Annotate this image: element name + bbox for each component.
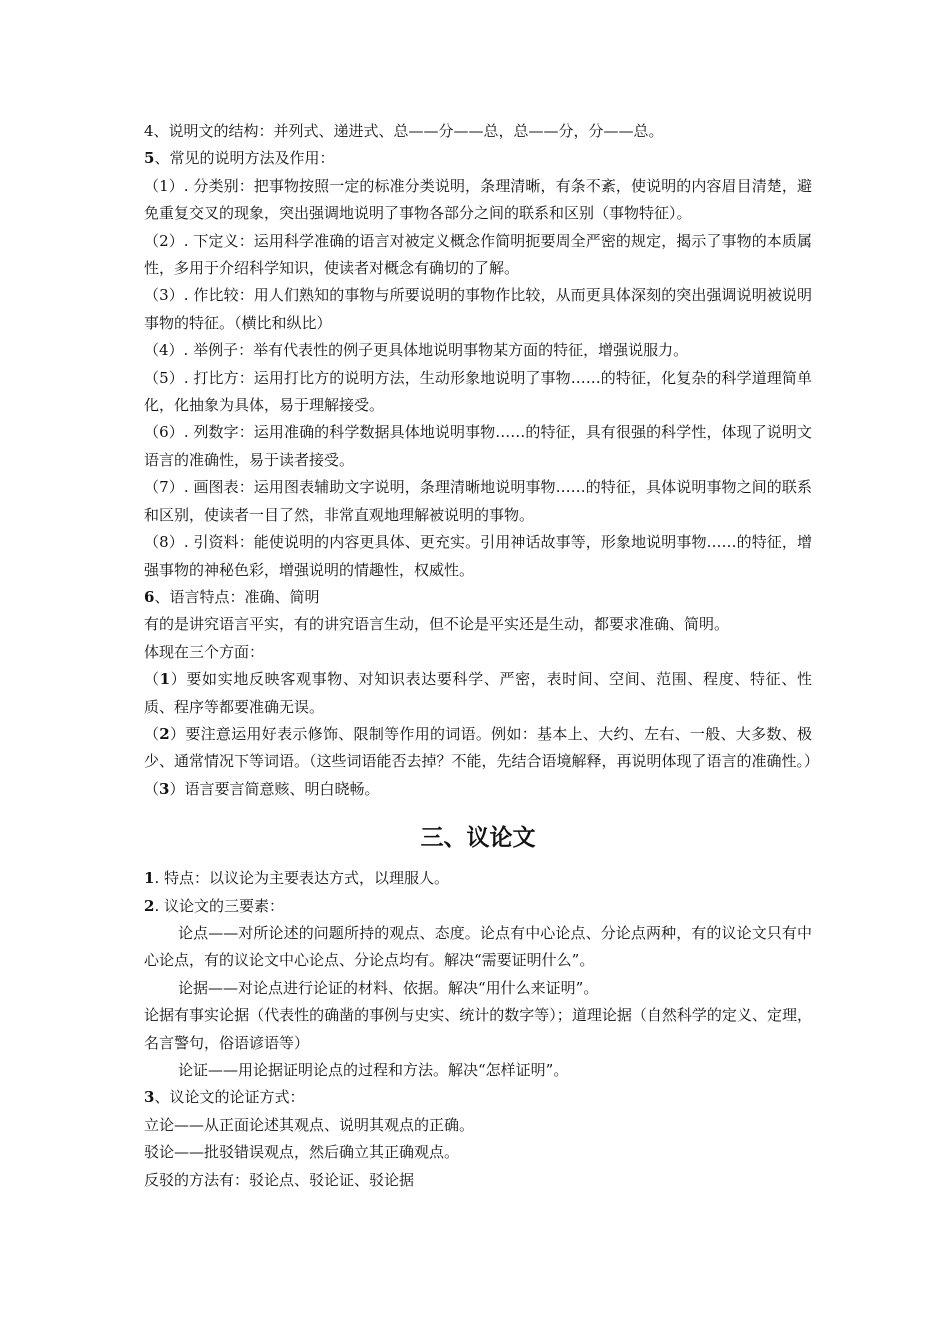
- methods-heading: [144, 145, 812, 172]
- thesis-paragraph: 论点——对所论述的问题所持的观点、态度。论点有中心论点、分论点两种，有的议论文只有中心论点，有的议论文中心论点、分论点均有。解决“需要证明什么”。: [144, 923, 812, 970]
- item-text: . 特点：以议论为主要表达方式，以理服人。: [154, 869, 449, 888]
- item-number: 6: [144, 587, 155, 606]
- language-paragraph: 有的是讲究语言平实，有的讲究语言生动，但不论是平实还是生动，都要求准确、简明。: [144, 615, 730, 634]
- item-text: ）要注意运用好表示修饰、限制等作用的词语。例如：基本上、大约、左右、一般、大多数、极少、通常情况下等词语。（这些词语能否去掉？不能，先结合语境解释，再说明体现了语言的准确性。）: [144, 724, 820, 771]
- aspect-3: [144, 776, 812, 803]
- item-text: 、语言特点：准确、简明: [154, 587, 320, 606]
- language-heading: [144, 584, 812, 611]
- item-text: 、议论文的论证方式：: [154, 1088, 305, 1107]
- item-number: 3: [159, 779, 170, 798]
- item-number: 2: [159, 724, 170, 743]
- item-text: 、常见的说明方法及作用：: [154, 149, 335, 168]
- three-aspects-label: 体现在三个方面：: [144, 642, 265, 661]
- document-page: [144, 118, 820, 1194]
- paren: （: [144, 724, 160, 743]
- item-text: . 议论文的三要素：: [154, 896, 284, 915]
- evidence-paragraph: 论据——对论点进行论证的材料、依据。解决“用什么来证明”。: [178, 978, 599, 997]
- item-number: 3: [144, 1088, 155, 1107]
- argument-methods-heading: [144, 1084, 812, 1111]
- method-example: （4）. 举例子：举有代表性的例子更具体地说明事物某方面的特征，增强说服力。: [144, 341, 689, 360]
- aspect-2: [144, 721, 820, 776]
- refutation-methods: 反驳的方法有：驳论点、驳论证、驳论据: [144, 1170, 415, 1189]
- structure-paragraph: 4、说明文的结构：并列式、递进式、总——分——总，总——分，分——总。: [144, 122, 664, 140]
- three-elements-heading: [144, 893, 812, 920]
- argument-feature: [144, 865, 812, 892]
- item-number: 1: [159, 670, 171, 689]
- method-define: （2）. 下定义：运用科学准确的语言对被定义概念作简明扼要周全严密的规定，揭示了事物的本质属性，多用于介绍科学知识，使读者对概念有确切的了解。: [144, 231, 812, 278]
- method-classify: （1）. 分类别：把事物按照一定的标准分类说明，条理清晰，有条不紊，使说明的内容眉目清楚，避免重复交叉的现象，突出强调地说明了事物各部分之间的联系和区别（事物特征）。: [144, 176, 812, 223]
- method-compare: （3）. 作比较：用人们熟知的事物与所要说明的事物作比较，从而更具体深刻的突出强调说明被说明事物的特征。（横比和纵比）: [144, 286, 812, 332]
- aspect-1: [144, 666, 812, 721]
- method-charts: （7）. 画图表：运用图表辅助文字说明，条理清晰地说明事物……的特征，具体说明事物之间的联系和区别，使读者一目了然，非常直观地理解被说明的事物。: [144, 478, 812, 524]
- item-number: 5: [144, 149, 155, 168]
- paren: （: [144, 779, 160, 798]
- method-numbers: （6）. 列数字：运用准确的科学数据具体地说明事物……的特征，具有很强的科学性，体现了说明文语言的准确性，易于读者接受。: [144, 423, 812, 469]
- reasoning-paragraph: 论证——用论据证明论点的过程和方法。解决“怎样证明”。: [178, 1061, 569, 1079]
- paren: （: [144, 670, 160, 689]
- constructive-argument: 立论——从正面论述其观点、说明其观点的正确。: [144, 1115, 475, 1134]
- evidence-types: 论据有事实论据（代表性的确凿的事例与史实、统计的数字等）；道理论据（自然科学的定义、定理，名言警句，俗语谚语等）: [144, 1006, 812, 1052]
- item-text: ）语言要言简意赅、明白晓畅。: [169, 779, 380, 798]
- item-text: ）要如实地反映客观事物、对知识表达要科学、严密，表时间、空间、范围、程度、特征、性质、程序等都要准确无误。: [144, 670, 812, 716]
- method-metaphor: （5）. 打比方：运用打比方的说明方法，生动形象地说明了事物……的特征，化复杂的科学道理简单化，化抽象为具体，易于理解接受。: [144, 368, 812, 415]
- item-number: 1: [144, 869, 155, 888]
- method-quotes: （8）. 引资料：能使说明的内容更具体、更充实。引用神话故事等，形象地说明事物……的特征，增强事物的神秘色彩，增强说明的情趣性，权威性。: [144, 533, 812, 579]
- refutation: 驳论——批驳错误观点，然后确立其正确观点。: [144, 1143, 460, 1162]
- item-number: 2: [144, 896, 155, 915]
- section-title: 三、议论文: [420, 825, 536, 852]
